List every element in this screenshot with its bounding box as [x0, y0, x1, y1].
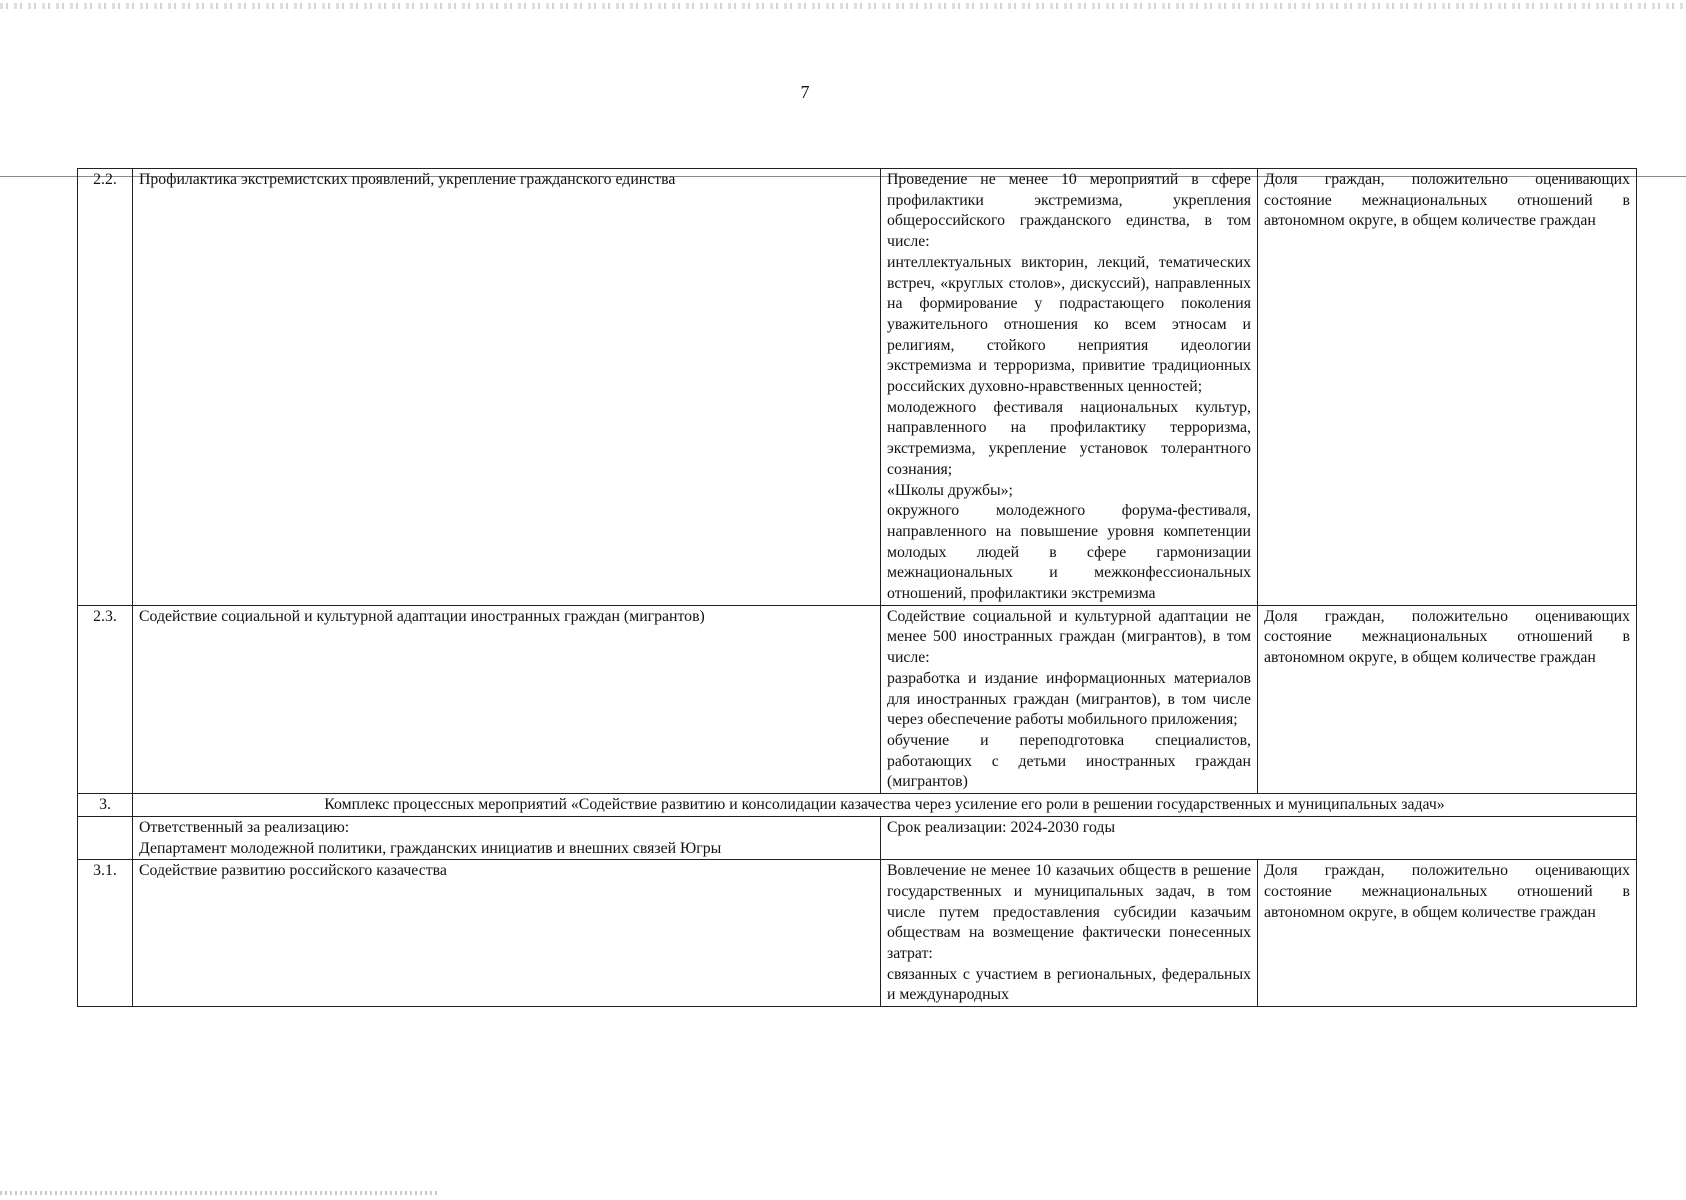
section-number: 3.: [78, 794, 133, 817]
result-paragraph: Содействие социальной и культурной адаптации не менее 500 иностранных граждан (мигрантов), в том числе:: [887, 607, 1251, 667]
measure-indicator: Доля граждан, положительно оценивающих состояние межнациональных отношений в автономном округе, в общем количестве граждан: [1258, 169, 1637, 606]
table-row: [78, 605, 1637, 793]
implementation-term: Срок реализации: 2024-2030 годы: [881, 816, 1637, 859]
responsible-department: Департамент молодежной политики, гражданских инициатив и внешних связей Югры: [139, 839, 722, 857]
empty-cell: [78, 816, 133, 859]
measure-indicator: Доля граждан, положительно оценивающих состояние межнациональных отношений в автономном округе, в общем количестве граждан: [1258, 860, 1637, 1007]
table-row: [78, 860, 1637, 1007]
measure-name: Содействие развитию российского казачества: [133, 860, 881, 1007]
measure-name: Профилактика экстремистских проявлений, укрепление гражданского единства: [133, 169, 881, 606]
section-info-row: [78, 816, 1637, 859]
result-paragraph: связанных с участием в региональных, федеральных и международных: [887, 965, 1251, 1004]
result-paragraph: Вовлечение не менее 10 казачьих обществ в решение государственных и муниципальных задач, в том числе путем предоставления субсидии казачьим обществам на возмещение фактически понесенных затрат:: [887, 862, 1251, 963]
measure-result: [881, 605, 1258, 793]
measure-name: Содействие социальной и культурной адаптации иностранных граждан (мигрантов): [133, 605, 881, 793]
scan-artifact-bottom: [0, 1191, 440, 1195]
measure-result: [881, 169, 1258, 606]
row-number: 2.2.: [78, 169, 133, 606]
table-row: [78, 169, 1637, 606]
result-paragraph: Проведение не менее 10 мероприятий в сфере профилактики экстремизма, укрепления общероссийского гражданского единства, в том числе:: [887, 171, 1251, 251]
result-paragraph: интеллектуальных викторин, лекций, тематических встреч, «круглых столов», дискуссий), направленных на формирование у подрастающего поколения уважительного отношения ко всем этносам и религиям, стойкого неприятия идеологии экстремизма и терроризма, привитие традиционных российских духовно-нравственных ценностей;: [887, 253, 1251, 396]
measures-table: [77, 168, 1637, 1007]
section-header-row: [78, 794, 1637, 817]
measure-result: [881, 860, 1258, 1007]
responsible-cell: [133, 816, 881, 859]
page-number: 7: [800, 82, 810, 102]
result-paragraph: окружного молодежного форума-фестиваля, направленного на повышение уровня компетенции молодых людей в сфере гармонизации межнациональных и межконфессиональных отношений, профилактики экстремизма: [887, 502, 1251, 603]
result-paragraph: разработка и издание информационных материалов для иностранных граждан (мигрантов), в том числе через обеспечение работы мобильного приложения;: [887, 669, 1251, 729]
result-paragraph: молодежного фестиваля национальных культур, направленного на профилактику терроризма, экстремизма, укрепление установок толерантного сознания;: [887, 398, 1251, 478]
row-number: 2.3.: [78, 605, 133, 793]
result-paragraph: обучение и переподготовка специалистов, работающих с детьми иностранных граждан (мигрантов): [887, 731, 1251, 791]
measure-indicator: Доля граждан, положительно оценивающих состояние межнациональных отношений в автономном округе, в общем количестве граждан: [1258, 605, 1637, 793]
row-number: 3.1.: [78, 860, 133, 1007]
scan-artifact-top: [0, 3, 1686, 9]
result-paragraph: «Школы дружбы»;: [887, 481, 1013, 499]
responsible-label: Ответственный за реализацию:: [139, 818, 350, 836]
section-title: Комплекс процессных мероприятий «Содействие развитию и консолидации казачества через усиление его роли в решении государственных и муниципальных задач»: [133, 794, 1637, 817]
